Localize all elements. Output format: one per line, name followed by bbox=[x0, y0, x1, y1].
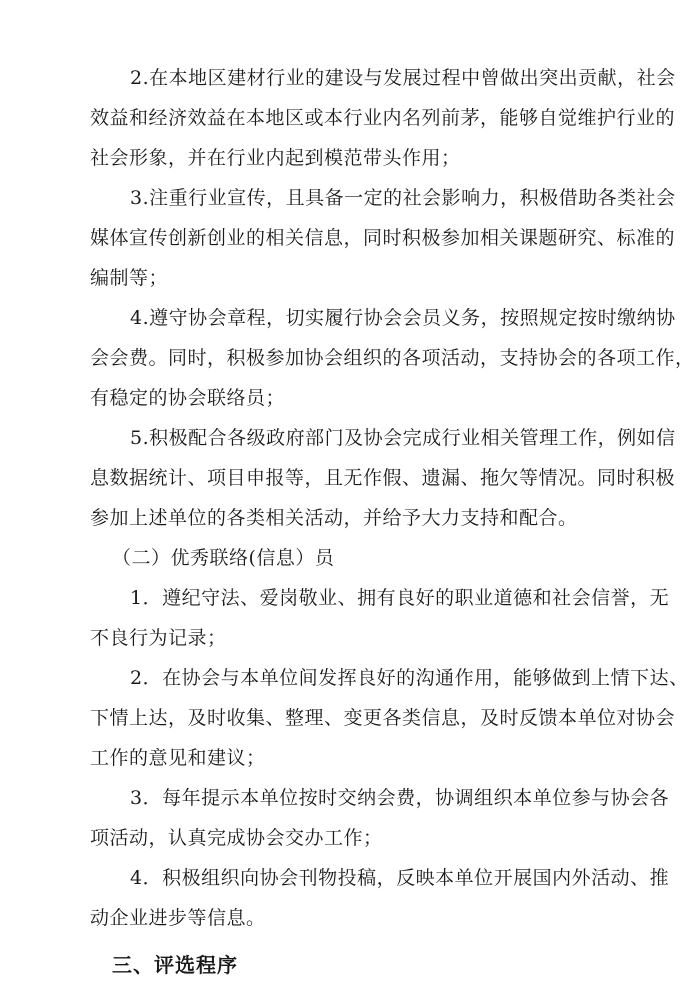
paragraph-line: 参加上述单位的各类相关活动，并给予大力支持和配合。 bbox=[90, 507, 578, 529]
paragraph-line: 4.遵守协会章程，切实履行协会会员义务，按照规定按时缴纳协 bbox=[130, 307, 676, 329]
subsection-heading: （二）优秀联络(信息）员 bbox=[112, 547, 335, 569]
paragraph-line: 1．遵纪守法、爱岗敬业、拥有良好的职业道德和社会信誉，无 bbox=[130, 587, 670, 609]
paragraph-line: 2.在本地区建材行业的建设与发展过程中曾做出突出贡献，社会 bbox=[130, 67, 676, 89]
paragraph-line: 2．在协会与本单位间发挥良好的沟通作用，能够做到上情下达、 bbox=[130, 667, 689, 689]
paragraph-line: 会会费。同时，积极参加协会组织的各项活动，支持协会的各项工作， bbox=[90, 347, 695, 369]
paragraph-line: 不良行为记录； bbox=[90, 627, 227, 649]
section-heading: 三、评选程序 bbox=[112, 953, 238, 977]
paragraph-line: 下情上达，及时收集、整理、变更各类信息，及时反馈本单位对协会 bbox=[90, 707, 676, 729]
paragraph-line: 有稳定的协会联络员； bbox=[90, 387, 286, 409]
paragraph-line: 工作的意见和建议； bbox=[90, 747, 266, 769]
paragraph-line: 社会形象，并在行业内起到模范带头作用； bbox=[90, 147, 461, 169]
paragraph-line: 动企业进步等信息。 bbox=[90, 907, 266, 929]
paragraph-line: 效益和经济效益在本地区或本行业内名列前茅，能够自觉维护行业的 bbox=[90, 107, 676, 129]
paragraph-line: 项活动，认真完成协会交办工作； bbox=[90, 827, 383, 849]
paragraph-line: 5.积极配合各级政府部门及协会完成行业相关管理工作，例如信 bbox=[130, 427, 676, 449]
paragraph-line: 3．每年提示本单位按时交纳会费，协调组织本单位参与协会各 bbox=[130, 787, 670, 809]
paragraph-line: 息数据统计、项目申报等，且无作假、遗漏、拖欠等情况。同时积极 bbox=[90, 467, 676, 489]
paragraph-line: 3.注重行业宣传，且具备一定的社会影响力，积极借助各类社会 bbox=[130, 187, 676, 209]
paragraph-line: 4．积极组织向协会刊物投稿，反映本单位开展国内外活动、推 bbox=[130, 867, 670, 889]
paragraph-line: 编制等； bbox=[90, 267, 169, 289]
paragraph-line: 媒体宣传创新创业的相关信息，同时积极参加相关课题研究、标准的 bbox=[90, 227, 676, 249]
